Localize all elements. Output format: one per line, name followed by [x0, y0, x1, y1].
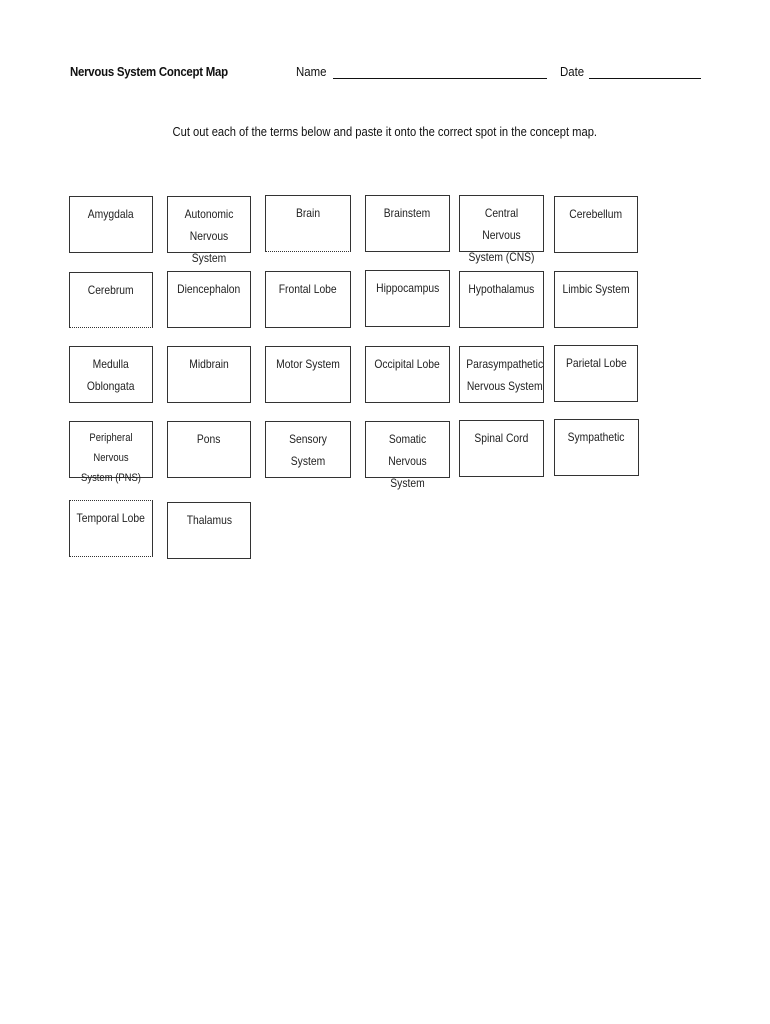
date-label: Date: [560, 64, 585, 79]
term-label: Amygdala: [88, 207, 134, 221]
term-box-brainstem[interactable]: [365, 195, 450, 252]
term-box-amygdala[interactable]: [69, 196, 153, 253]
term-box-motor-system[interactable]: [265, 346, 351, 403]
term-label: Hippocampus: [375, 281, 440, 295]
name-label: Name: [296, 64, 327, 79]
term-box-hippocampus[interactable]: [365, 270, 450, 327]
term-label: Thalamus: [186, 513, 232, 527]
term-box-hypothalamus[interactable]: [459, 271, 544, 328]
term-box-cerebellum[interactable]: [554, 196, 638, 253]
term-label: Limbic System: [562, 282, 630, 296]
term-box-spinal-cord[interactable]: [459, 420, 544, 477]
page-title: Nervous System Concept Map: [70, 64, 228, 79]
term-label: Somatic Nervous System: [388, 432, 427, 490]
term-label: Sensory System: [289, 432, 327, 468]
term-label: Frontal Lobe: [279, 282, 337, 296]
term-box-occipital-lobe[interactable]: [365, 346, 450, 403]
term-box-sympathetic[interactable]: [554, 419, 639, 476]
term-box-brain[interactable]: [265, 195, 351, 252]
date-field[interactable]: [560, 64, 701, 79]
term-box-limbic-system[interactable]: [554, 271, 638, 328]
term-label: Brainstem: [384, 206, 431, 220]
term-label: Spinal Cord: [474, 431, 529, 445]
instructions: [0, 124, 770, 139]
term-label: Midbrain: [189, 357, 229, 371]
term-label: Occipital Lobe: [374, 357, 441, 371]
term-box-autonomic-nervous-system[interactable]: [167, 196, 251, 265]
term-box-thalamus[interactable]: [167, 502, 251, 559]
term-label: Cerebellum: [569, 207, 623, 221]
term-label: Parietal Lobe: [565, 356, 627, 370]
term-box-frontal-lobe[interactable]: [265, 271, 351, 328]
term-label: Autonomic Nervous System: [184, 207, 234, 265]
term-box-midbrain[interactable]: [167, 346, 251, 403]
name-line[interactable]: [333, 64, 547, 79]
term-label: Temporal Lobe: [76, 511, 146, 525]
term-box-medulla-oblongata[interactable]: [69, 346, 153, 403]
term-box-pons[interactable]: [167, 421, 251, 478]
term-box-somatic-nervous-system[interactable]: [365, 421, 450, 490]
term-box-temporal-lobe[interactable]: [69, 500, 153, 557]
term-label: Sympathetic: [568, 430, 625, 444]
term-box-central-nervous-system[interactable]: [459, 195, 544, 264]
term-label: Diencephalon: [177, 282, 241, 296]
term-box-diencephalon[interactable]: [167, 271, 251, 328]
term-box-peripheral-nervous-system[interactable]: [69, 421, 153, 484]
term-label: Central Nervous System (CNS): [468, 206, 535, 264]
term-label: Peripheral Nervous System (PNS): [81, 432, 141, 484]
term-box-cerebrum[interactable]: [69, 272, 153, 328]
term-box-parasympathetic-nervous-system[interactable]: [459, 346, 544, 403]
term-label: Cerebrum: [88, 283, 134, 297]
term-label: Motor System: [276, 357, 340, 371]
term-label: Pons: [197, 432, 221, 446]
term-label: Hypothalamus: [468, 282, 535, 296]
term-label: Parasympathetic Nervous System: [466, 357, 544, 393]
instructions-text: Cut out each of the terms below and paste it onto the correct spot in the concept map.: [172, 124, 598, 139]
name-field[interactable]: [296, 64, 547, 79]
term-label: Brain: [295, 206, 321, 220]
term-label: Medulla Oblongata: [87, 357, 135, 393]
date-line[interactable]: [589, 64, 701, 79]
term-box-parietal-lobe[interactable]: [554, 345, 638, 402]
term-box-sensory-system[interactable]: [265, 421, 351, 478]
